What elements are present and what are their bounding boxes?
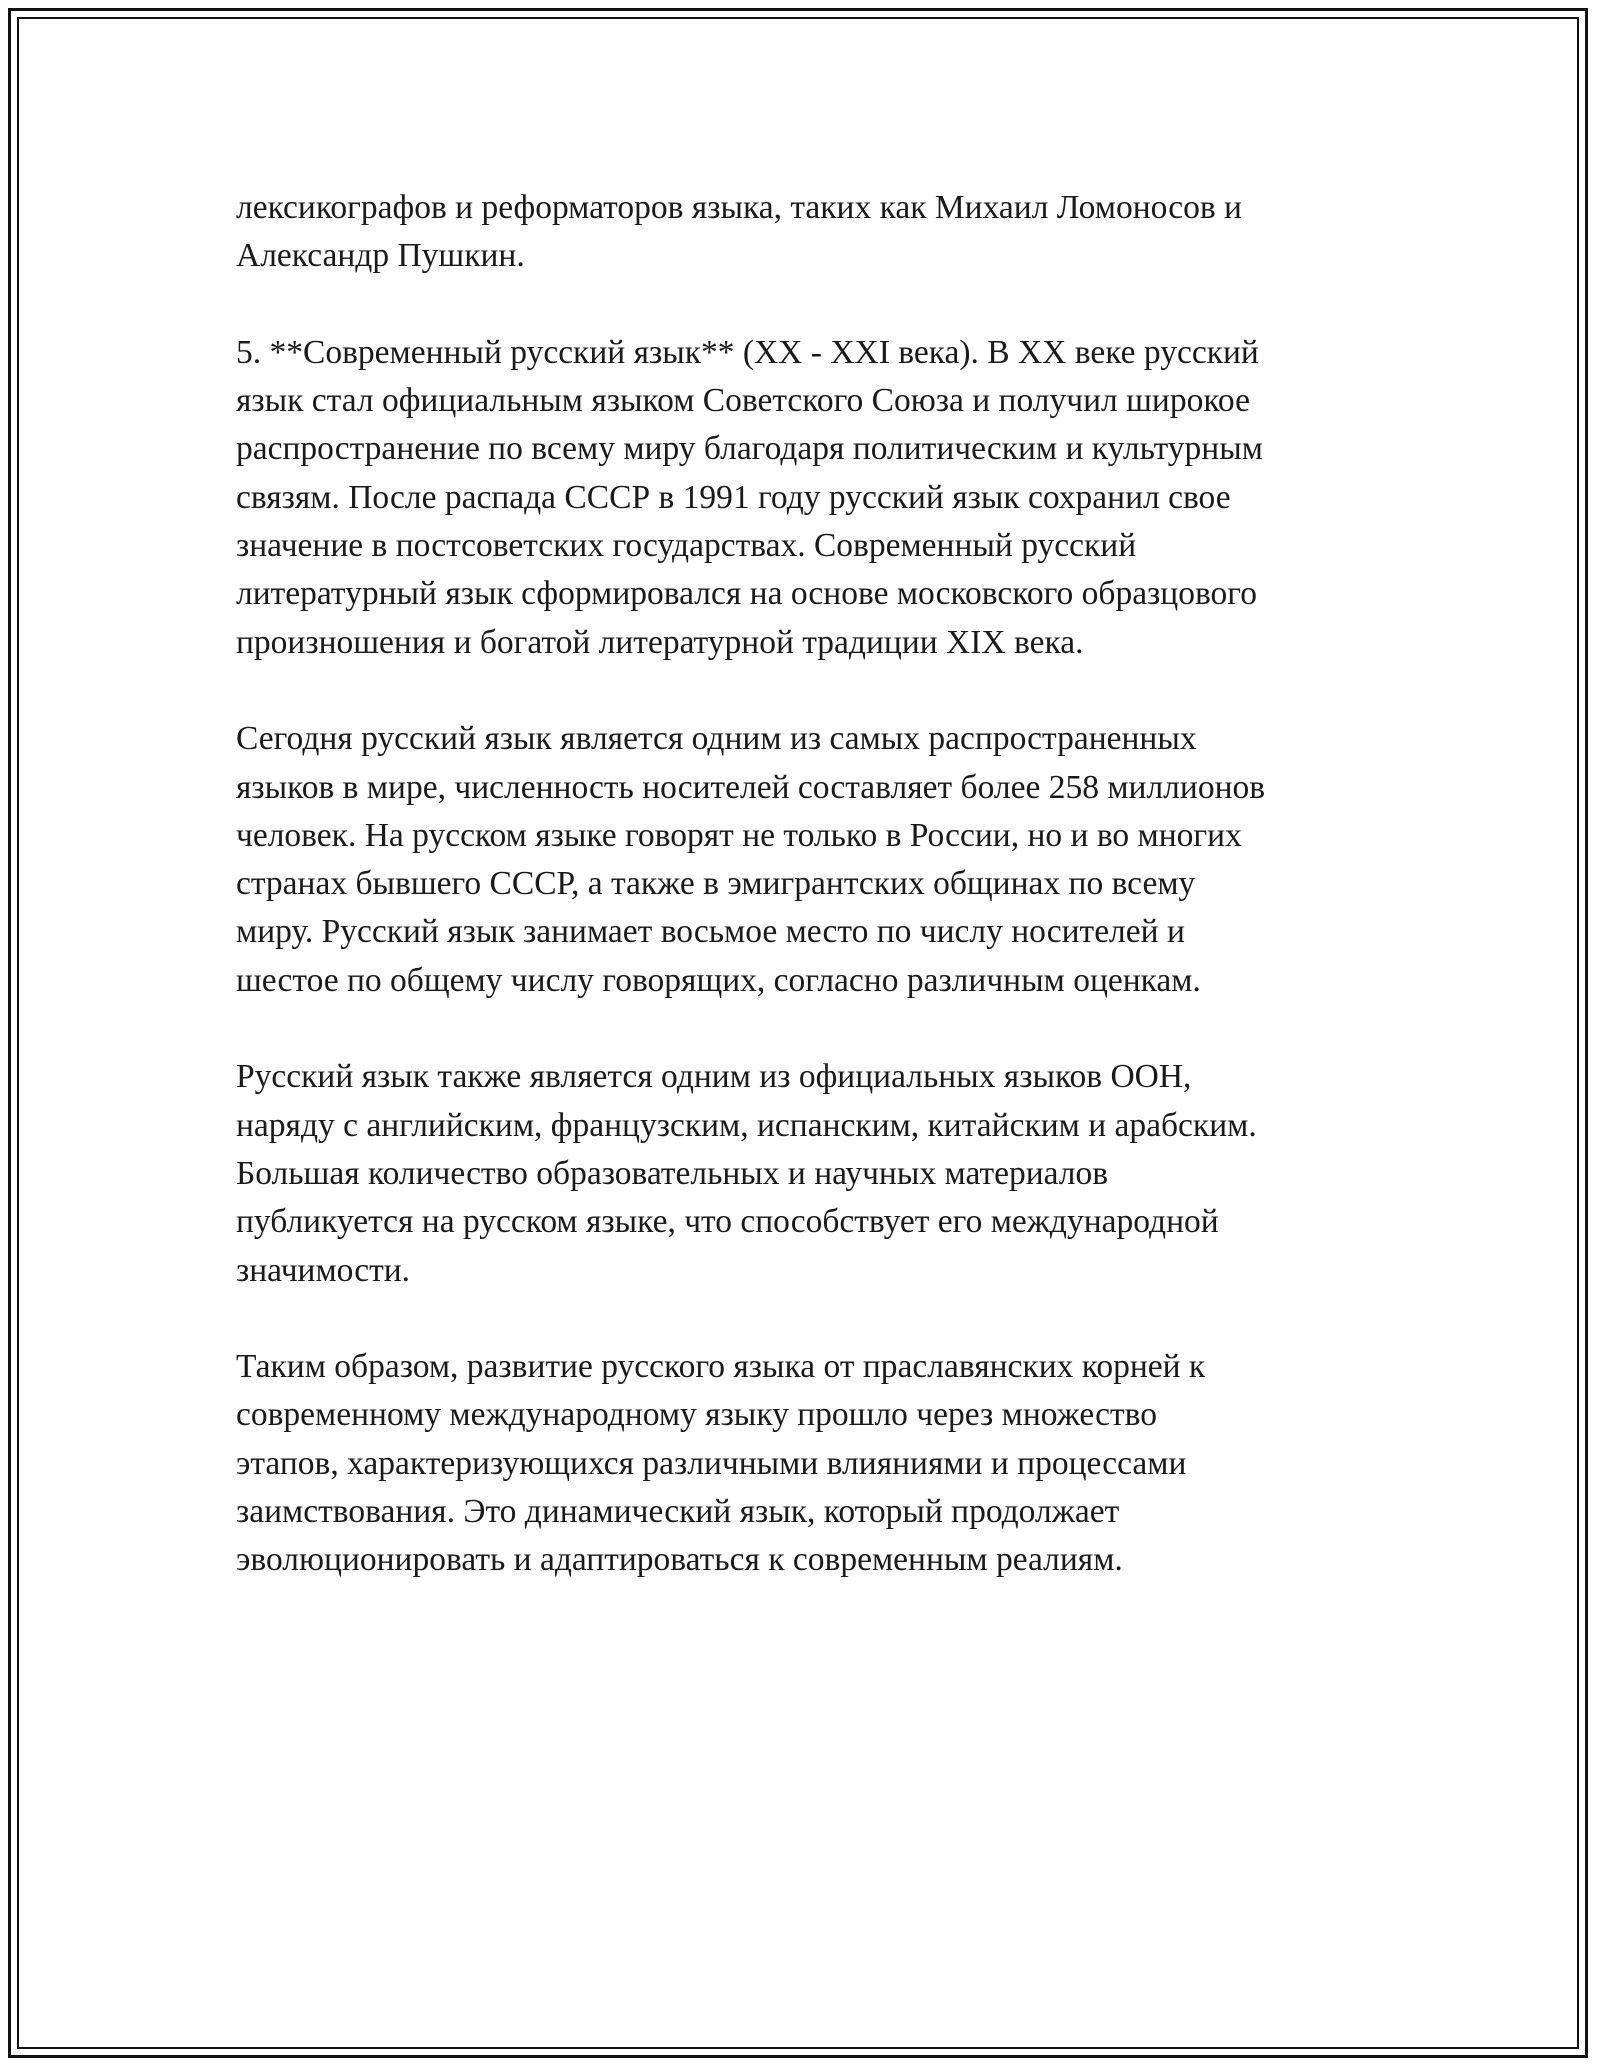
document-body <box>236 184 1416 1633</box>
paragraph-un-official-language: Русский язык также является одним из официальных языков ООН, наряду с английским, французским, испанским, китайским и арабским. Большая количество образовательных и научных материалов публикуется на русском языке, что способствует его международной значимости. <box>236 1058 1257 1289</box>
paragraph-lexicographers-continuation: лексикографов и реформаторов языка, таких как Михаил Ломоносов и Александр Пушкин. <box>236 189 1242 275</box>
paragraph-conclusion: Таким образом, развитие русского языка от праславянских корней к современному международному языку прошло через множество этапов, характеризующихся различными влияниями и процессами заимствования. Это динамический язык, который продолжает эволюционировать и адаптироваться к современным реалиям. <box>236 1348 1206 1579</box>
paragraph-modern-russian-language: 5. **Современный русский язык** (XX - XXI века). В XX веке русский язык стал официальным языком Советского Союза и получил широкое распространение по всему миру благодаря политическим и культурным связям. После распада СССР в 1991 году русский язык сохранил свое значение в постсоветских государствах. Современный русский литературный язык сформировался на основе московского образцового произношения и богатой литературной традиции XIX века. <box>236 333 1263 661</box>
paragraph-speakers-worldwide: Сегодня русский язык является одним из самых распространенных языков в мире, численность носителей составляет более 258 миллионов человек. На русском языке говорят не только в России, но и во многих странах бывшего СССР, а также в эмигрантских общинах по всему миру. Русский язык занимает восьмое место по числу носителей и шестое по общему числу говорящих, согласно различным оценкам. <box>236 720 1266 999</box>
